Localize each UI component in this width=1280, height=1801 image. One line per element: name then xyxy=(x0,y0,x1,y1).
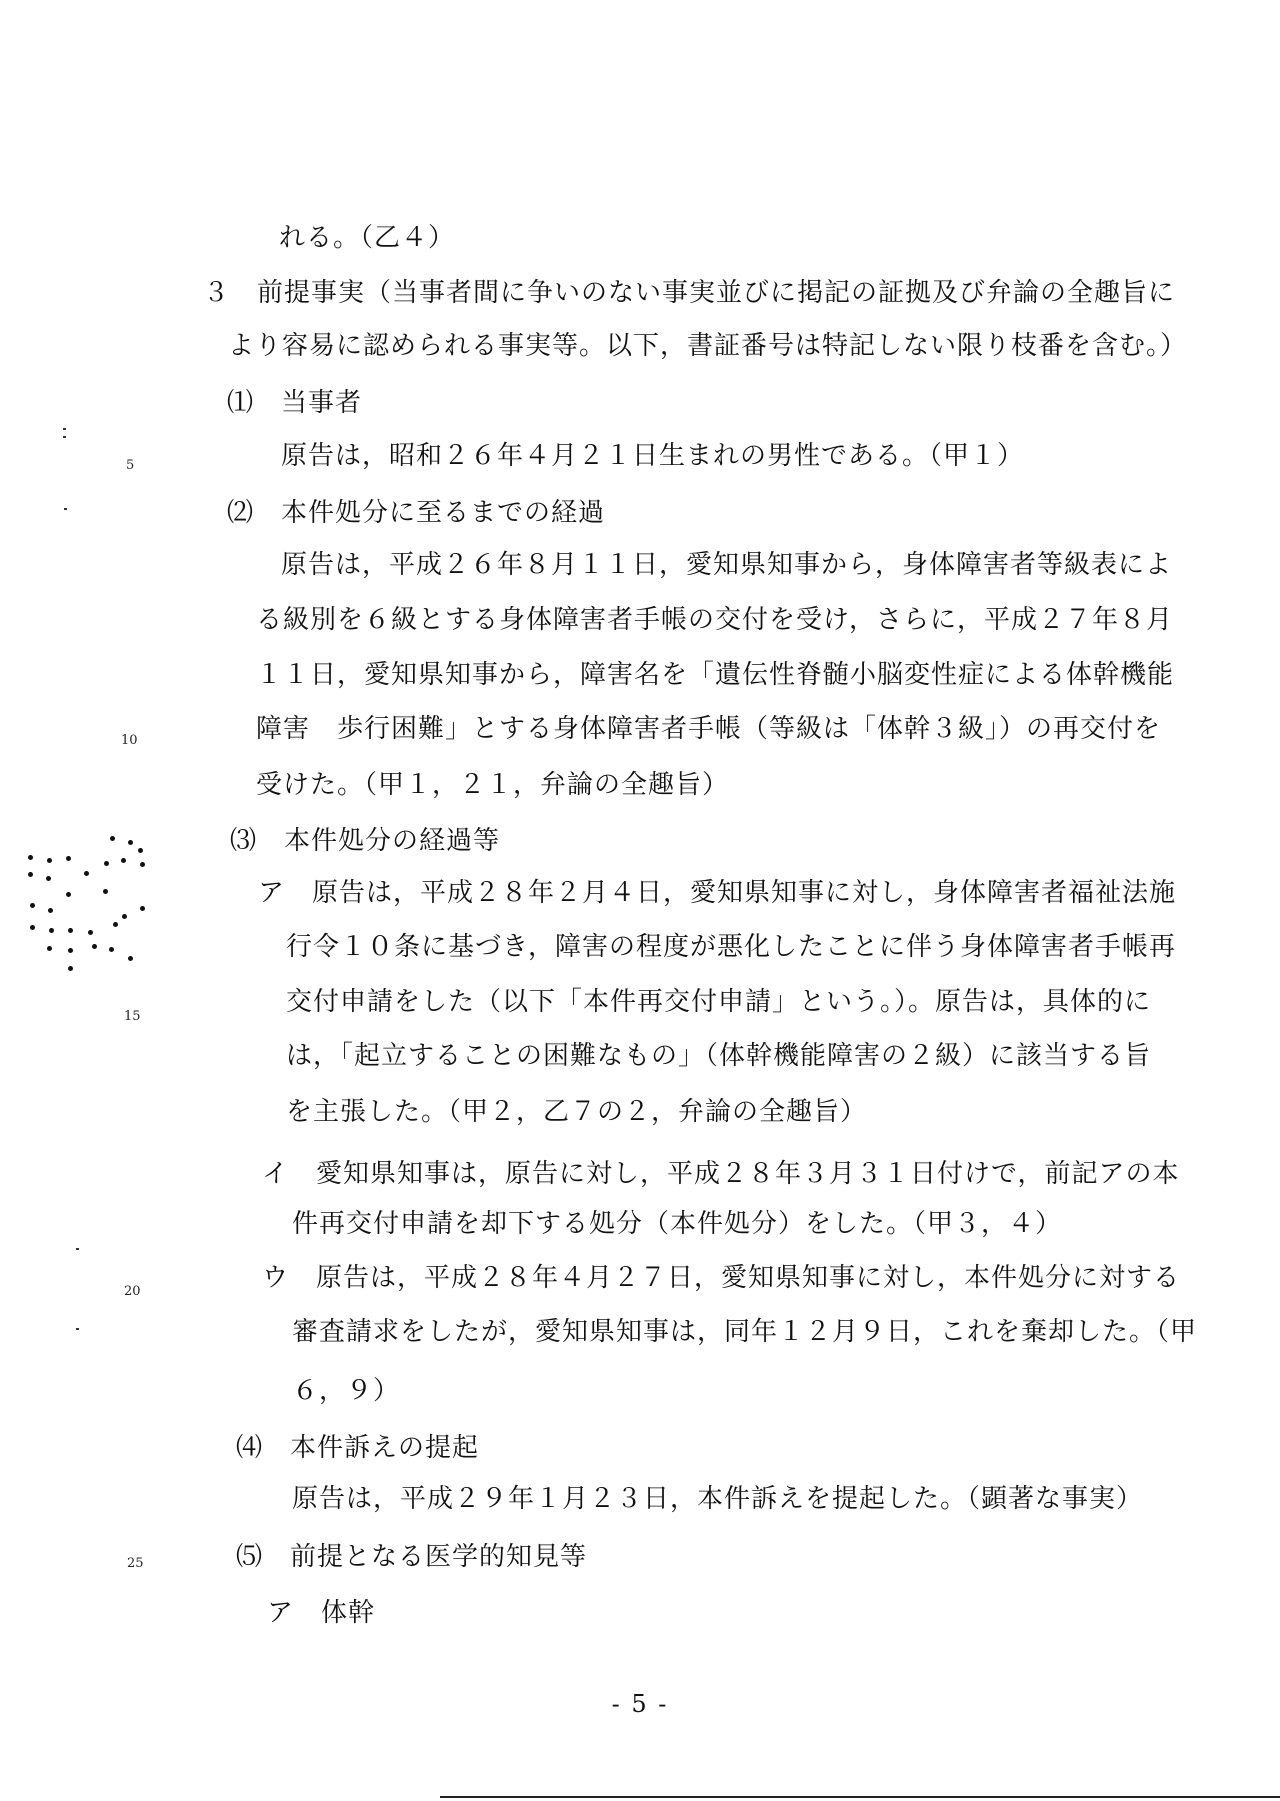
text-line: 交付申請をした（以下「本件再交付申請」という。）。原告は，具体的に xyxy=(286,987,1152,1017)
scan-speck xyxy=(76,1248,79,1250)
subsection-heading: ⑵ 本件処分に至るまでの経過 xyxy=(227,498,606,528)
list-item: ア 体幹 xyxy=(267,1598,376,1628)
text-line: 件再交付申請を却下する処分（本件処分）をした。（甲３，４） xyxy=(292,1209,1063,1239)
subsection-heading: ⑷ 本件訴えの提起 xyxy=(236,1433,480,1463)
subsection-heading: ⑶ 本件処分の経過等 xyxy=(230,826,501,856)
subsection-heading: ⑸ 前提となる医学的知見等 xyxy=(236,1542,588,1572)
scan-speck xyxy=(64,508,67,510)
text-line: 受けた。（甲１，２１，弁論の全趣旨） xyxy=(256,770,730,800)
text-line: る級別を６級とする身体障害者手帳の交付を受け，さらに，平成２７年８月 xyxy=(256,605,1173,635)
line-number: 20 xyxy=(124,1284,141,1299)
page-number: - 5 - xyxy=(611,1690,669,1718)
text-line: より容易に認められる事実等。以下，書証番号は特記しない限り枝番を含む。） xyxy=(228,331,1188,361)
scan-speck xyxy=(63,428,66,430)
text-line: は，「起立することの困難なもの」（体幹機能障害の２級）に該当する旨 xyxy=(286,1041,1152,1071)
subsection-heading: ⑴ 当事者 xyxy=(227,388,363,418)
list-item: ウ 原告は，平成２８年４月２７日，愛知県知事に対し，本件処分に対する xyxy=(262,1263,1181,1293)
scan-speck xyxy=(76,1328,79,1330)
text-line: 審査請求をしたが，愛知県知事は，同年１２月９日，これを棄却した。（甲 xyxy=(292,1317,1198,1347)
line-number: 10 xyxy=(121,733,138,748)
text-line: れる。（乙４） xyxy=(279,223,456,253)
text-line: 行令１０条に基づき，障害の程度が悪化したことに伴う身体障害者手帳再 xyxy=(286,932,1176,962)
text-line: 原告は，昭和２６年４月２１日生まれの男性である。（甲１） xyxy=(281,441,1025,471)
list-item: ア 原告は，平成２８年２月４日，愛知県知事に対し，身体障害者福祉法施 xyxy=(258,878,1177,908)
line-number: 25 xyxy=(127,1556,144,1571)
text-line: ６，９） xyxy=(292,1376,401,1406)
line-number: 15 xyxy=(124,1009,141,1024)
text-line: １１日，愛知県知事から，障害名を「遺伝性脊髄小脳変性症による体幹機能 xyxy=(256,660,1175,690)
text-line: を主張した。（甲２，乙７の２，弁論の全趣旨） xyxy=(286,1097,868,1127)
text-line: 障害 歩行困難」とする身体障害者手帳（等級は「体幹３級」）の再交付を xyxy=(256,714,1162,744)
section-heading: ３ 前提事実（当事者間に争いのない事実並びに掲記の証拠及び弁論の全趣旨に xyxy=(203,278,1176,308)
text-line: 原告は，平成２９年１月２３日，本件訴えを提起した。（顕著な事実） xyxy=(292,1484,1144,1514)
page-edge-line xyxy=(440,1796,1280,1798)
text-line: 原告は，平成２６年８月１１日，愛知県知事から，身体障害者等級表によ xyxy=(281,550,1173,580)
line-number: 5 xyxy=(126,458,135,473)
scan-speck xyxy=(63,436,66,438)
list-item: イ 愛知県知事は，原告に対し，平成２８年３月３１日付けで，前記アの本 xyxy=(262,1159,1180,1189)
